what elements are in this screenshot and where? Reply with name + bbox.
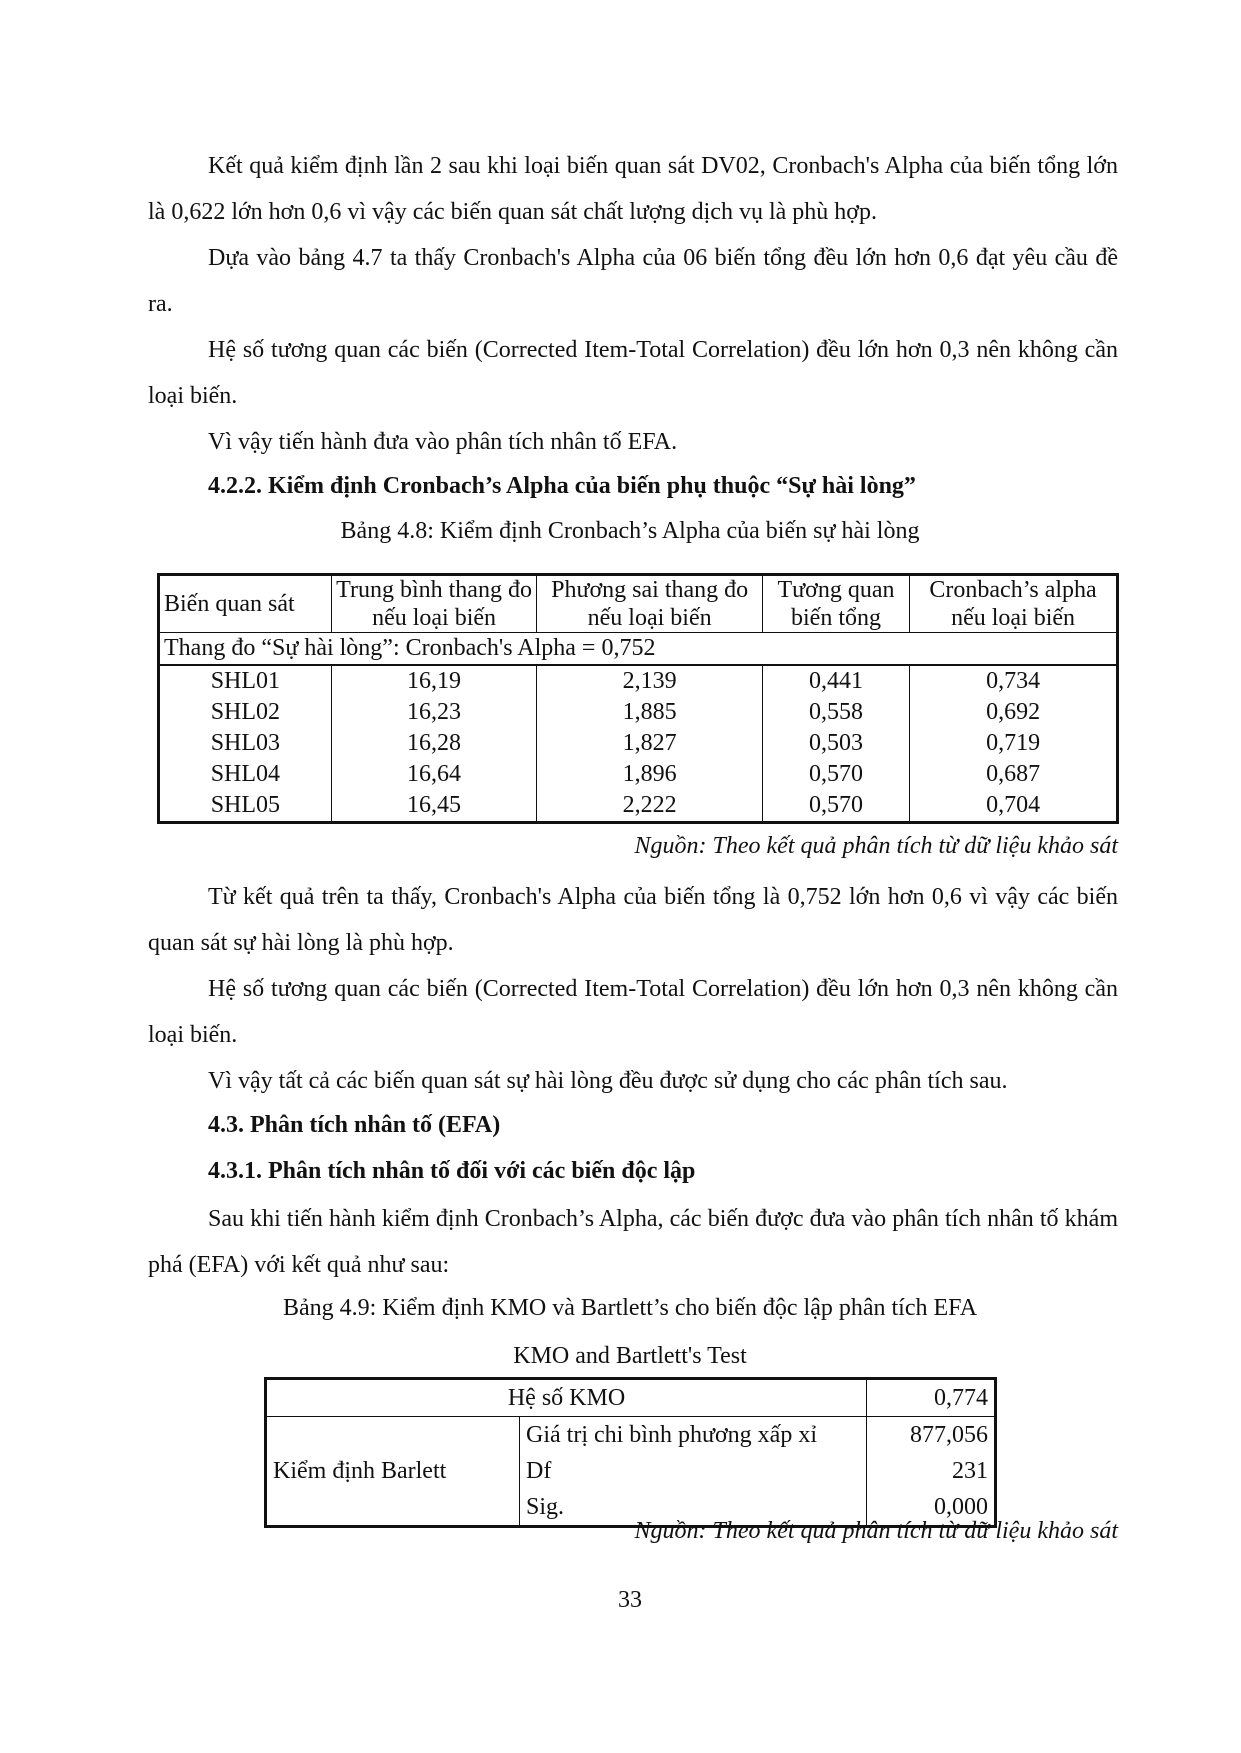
cell-correlation: 0,558 bbox=[762, 697, 909, 728]
paragraph-cronbach-result-dv: Kết quả kiểm định lần 2 sau khi loại biến quan sát DV02, Cronbach's Alpha của biến tổng lớn là 0,622 lớn hơn 0,6 vì vậy các biến quan sát chất lượng dịch vụ là phù hợp. bbox=[148, 153, 1118, 225]
table-row bbox=[266, 1417, 996, 1454]
cell-correlation: 0,503 bbox=[762, 728, 909, 759]
table-4-9-caption: Bảng 4.9: Kiểm định KMO và Bartlett’s cho biến độc lập phân tích EFA bbox=[282, 1295, 978, 1321]
header-scale-mean: Trung bình thang đo nếu loại biến bbox=[331, 575, 537, 633]
section-heading-4-3: 4.3. Phân tích nhân tố (EFA) bbox=[208, 1112, 501, 1138]
paragraph-correlation-note: Hệ số tương quan các biến (Corrected Item-Total Correlation) đều lớn hơn 0,3 nên không cần loại biến. bbox=[148, 337, 1118, 409]
cell-alpha: 0,692 bbox=[910, 697, 1118, 728]
cell-variance: 1,827 bbox=[537, 728, 763, 759]
table-row bbox=[159, 697, 1118, 728]
cell-alpha: 0,734 bbox=[910, 665, 1118, 697]
table-row bbox=[159, 665, 1118, 697]
cell-correlation: 0,441 bbox=[762, 665, 909, 697]
cell-variable: SHL05 bbox=[159, 790, 332, 823]
kmo-label: Hệ số KMO bbox=[266, 1379, 867, 1417]
cell-alpha: 0,704 bbox=[910, 790, 1118, 823]
cell-variance: 2,139 bbox=[537, 665, 763, 697]
table-row bbox=[159, 759, 1118, 790]
cell-alpha: 0,719 bbox=[910, 728, 1118, 759]
paragraph-cronbach-result-shl: Từ kết quả trên ta thấy, Cronbach's Alpha của biến tổng là 0,752 lớn hơn 0,6 vì vậy các biến quan sát sự hài lòng là phù hợp. bbox=[148, 884, 1118, 956]
paragraph-correlation-note-2: Hệ số tương quan các biến (Corrected Item-Total Correlation) đều lớn hơn 0,3 nên không cần loại biến. bbox=[148, 976, 1118, 1048]
table-header-row bbox=[159, 575, 1118, 633]
paragraph-efa-results-intro: Sau khi tiến hành kiểm định Cronbach’s Alpha, các biến được đưa vào phân tích nhân tố khám phá (EFA) với kết quả như sau: bbox=[148, 1206, 1118, 1278]
table-4-8-source: Nguồn: Theo kết quả phân tích từ dữ liệu khảo sát bbox=[634, 833, 1118, 859]
cell-variance: 2,222 bbox=[537, 790, 763, 823]
kmo-bartlett-table bbox=[264, 1377, 997, 1528]
cell-correlation: 0,570 bbox=[762, 759, 909, 790]
scale-summary-row bbox=[159, 633, 1118, 666]
table-row bbox=[159, 728, 1118, 759]
cell-variable: SHL04 bbox=[159, 759, 332, 790]
cell-correlation: 0,570 bbox=[762, 790, 909, 823]
header-item-total-correlation: Tương quan biến tổng bbox=[762, 575, 909, 633]
cell-variable: SHL01 bbox=[159, 665, 332, 697]
bartlett-stat-value: 877,056 bbox=[867, 1417, 996, 1454]
cell-mean: 16,64 bbox=[331, 759, 537, 790]
section-heading-4-2-2: 4.2.2. Kiểm định Cronbach’s Alpha của biến phụ thuộc “Sự hài lòng” bbox=[208, 473, 916, 499]
cell-mean: 16,23 bbox=[331, 697, 537, 728]
bartlett-stat-label: Sig. bbox=[526, 1494, 565, 1520]
bartlett-label: Kiểm định Barlett bbox=[266, 1417, 520, 1527]
paragraph-all-variables-used: Vì vậy tất cả các biến quan sát sự hài lòng đều được sử dụng cho các phân tích sau. bbox=[208, 1068, 1008, 1094]
paragraph-table-4-7-summary: Dựa vào bảng 4.7 ta thấy Cronbach's Alpha của 06 biến tổng đều lớn hơn 0,6 đạt yêu cầu đề ra. bbox=[148, 245, 1118, 317]
table-row bbox=[159, 790, 1118, 823]
paragraph-efa-intro: Vì vậy tiến hành đưa vào phân tích nhân tố EFA. bbox=[208, 429, 678, 455]
header-alpha-if-deleted: Cronbach’s alpha nếu loại biến bbox=[910, 575, 1118, 633]
cell-alpha: 0,687 bbox=[910, 759, 1118, 790]
table-4-9-source: Nguồn: Theo kết quả phân tích từ dữ liệu khảo sát bbox=[634, 1518, 1118, 1544]
bartlett-stat-label: Giá trị chi bình phương xấp xỉ bbox=[526, 1422, 817, 1448]
bartlett-stat-value: 231 bbox=[867, 1453, 996, 1489]
cronbach-alpha-table bbox=[157, 573, 1119, 824]
page-number: 33 bbox=[618, 1587, 642, 1613]
scale-summary-text: Thang đo “Sự hài lòng”: Cronbach's Alpha = 0,752 bbox=[159, 633, 1118, 666]
kmo-table-title: KMO and Bartlett's Test bbox=[513, 1343, 747, 1369]
header-observed-variable: Biến quan sát bbox=[159, 575, 332, 633]
cell-mean: 16,28 bbox=[331, 728, 537, 759]
cell-mean: 16,45 bbox=[331, 790, 537, 823]
section-heading-4-3-1: 4.3.1. Phân tích nhân tố đối với các biến độc lập bbox=[208, 1158, 696, 1184]
bartlett-stat-value: 0,000 bbox=[867, 1489, 996, 1527]
cell-variable: SHL03 bbox=[159, 728, 332, 759]
kmo-value: 0,774 bbox=[867, 1379, 996, 1417]
cell-variance: 1,896 bbox=[537, 759, 763, 790]
table-4-8-caption: Bảng 4.8: Kiểm định Cronbach’s Alpha của biến sự hài lòng bbox=[340, 518, 920, 544]
cell-mean: 16,19 bbox=[331, 665, 537, 697]
cell-variable: SHL02 bbox=[159, 697, 332, 728]
cell-variance: 1,885 bbox=[537, 697, 763, 728]
kmo-row bbox=[266, 1379, 996, 1417]
bartlett-stat-label: Df bbox=[526, 1458, 552, 1484]
header-scale-variance: Phương sai thang đo nếu loại biến bbox=[537, 575, 763, 633]
